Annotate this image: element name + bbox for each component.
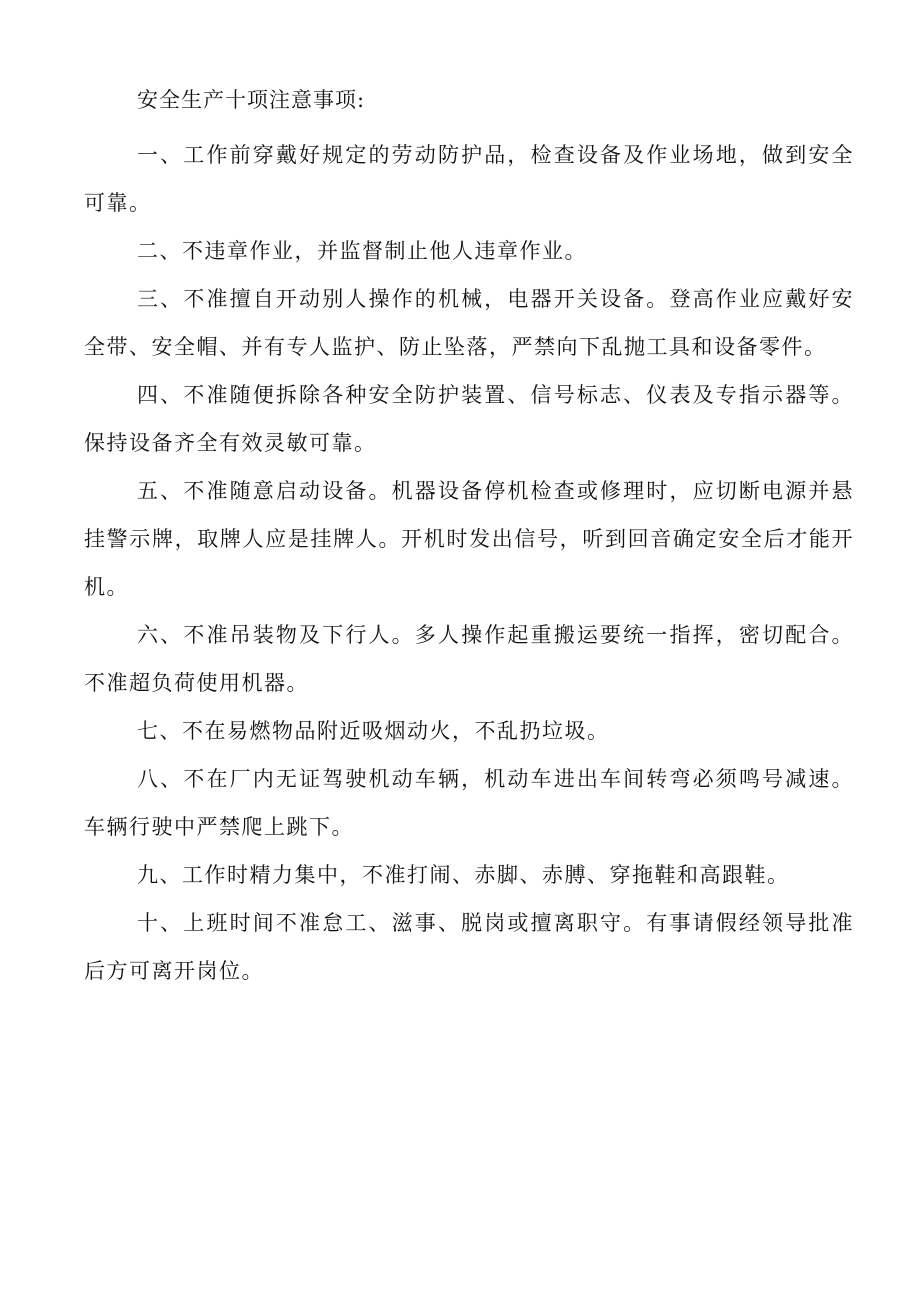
rule-item-10: 十、上班时间不准怠工、滋事、脱岗或擅离职守。有事请假经领导批准后方可离开岗位。 (84, 911, 854, 983)
rule-item-7: 七、不在易燃物品附近吸烟动火，不乱扔垃圾。 (137, 719, 610, 743)
document-title: 安全生产十项注意事项: (137, 88, 366, 112)
document-body (84, 76, 854, 995)
rule-item-1: 一、工作前穿戴好规定的劳动防护品，检查设备及作业场地，做到安全可靠。 (84, 143, 854, 215)
rule-item-8: 八、不在厂内无证驾驶机动车辆，机动车进出车间转弯必须鸣号减速。车辆行驶中严禁爬上跳下。 (84, 767, 854, 839)
rule-item-5: 五、不准随意启动设备。机器设备停机检查或修理时，应切断电源并悬挂警示牌，取牌人应是挂牌人。开机时发出信号，听到回音确定安全后才能开机。 (84, 479, 854, 599)
rule-item-6: 六、不准吊装物及下行人。多人操作起重搬运要统一指挥，密切配合。不准超负荷使用机器。 (84, 623, 854, 695)
rule-item-9: 九、工作时精力集中，不准打闹、赤脚、赤膊、穿拖鞋和高跟鞋。 (137, 863, 790, 887)
rule-item-3: 三、不准擅自开动别人操作的机械，电器开关设备。登高作业应戴好安全带、安全帽、并有专人监护、防止坠落，严禁向下乱抛工具和设备零件。 (84, 287, 854, 359)
rule-item-2: 二、不违章作业，并监督制止他人违章作业。 (137, 239, 587, 263)
rule-item-4: 四、不准随便拆除各种安全防护装置、信号标志、仪表及专指示器等。保持设备齐全有效灵敏可靠。 (84, 383, 854, 455)
